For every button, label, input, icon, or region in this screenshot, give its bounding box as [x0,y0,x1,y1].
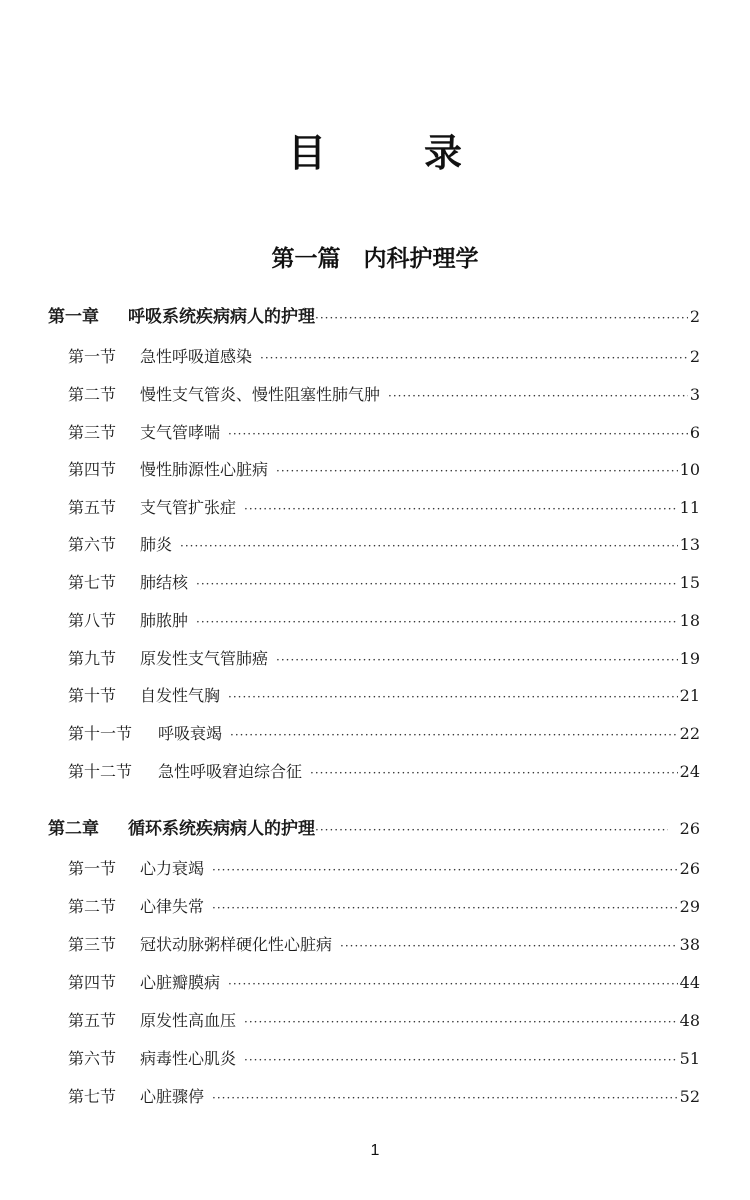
dot-leader [212,857,678,883]
section-entry[interactable] [68,1084,700,1110]
page-number: 52 [679,1087,700,1106]
section-number: 第四节 [68,460,117,479]
section-entry[interactable] [68,1046,700,1072]
chapter-entry[interactable] [48,304,700,330]
section-number: 第十二节 [68,762,133,781]
page-number: 10 [679,460,700,479]
section-entry[interactable] [68,382,700,408]
page-number: 15 [679,573,700,592]
section-label: 心脏骤停 [140,1087,205,1106]
section-entry[interactable] [68,420,700,446]
page-number: 6 [689,423,700,442]
chapter-number: 第一章 [48,307,99,327]
section-entry[interactable] [68,646,700,672]
section-number: 第六节 [68,1049,117,1068]
section-label: 原发性支气管肺癌 [140,649,269,668]
dot-leader [212,1085,678,1111]
section-entry[interactable] [68,608,700,634]
section-entry[interactable] [68,932,700,958]
dot-leader [228,684,678,710]
page-number: 26 [679,859,700,878]
chapter-label: 呼吸系统疾病病人的护理 [128,307,315,327]
section-label: 心律失常 [140,897,205,916]
section-entry[interactable] [68,532,700,558]
section-number: 第三节 [68,935,117,954]
section-number: 第二节 [68,385,117,404]
section-label: 肺炎 [140,535,173,554]
page-number: 21 [679,686,700,705]
section-number: 第三节 [68,423,117,442]
dot-leader [230,722,678,748]
page-number: 24 [679,762,700,781]
page-number: 11 [679,498,700,517]
section-label: 肺脓肿 [140,611,189,630]
section-entry[interactable] [68,721,700,747]
section-number: 第一节 [68,347,117,366]
dot-leader [315,817,668,843]
section-label: 慢性支气管炎、慢性阻塞性肺气肿 [140,385,381,404]
section-label: 原发性高血压 [140,1011,237,1030]
section-entry[interactable] [68,457,700,483]
section-label: 慢性肺源性心脏病 [140,460,269,479]
page-number: 44 [679,973,700,992]
section-label: 自发性气胸 [140,686,221,705]
section-number: 第六节 [68,535,117,554]
section-label: 呼吸衰竭 [158,724,223,743]
section-number: 第十节 [68,686,117,705]
dot-leader [228,971,678,997]
dot-leader [228,421,688,447]
section-number: 第七节 [68,1087,117,1106]
section-label: 心脏瓣膜病 [140,973,221,992]
dot-leader [315,305,688,331]
page-number: 2 [689,347,700,366]
dot-leader [340,933,678,959]
dot-leader [196,609,678,635]
section-number: 第五节 [68,1011,117,1030]
dot-leader [244,1047,678,1073]
section-number: 第五节 [68,498,117,517]
section-entry[interactable] [68,759,700,785]
section-entry[interactable] [68,495,700,521]
section-number: 第七节 [68,573,117,592]
dot-leader [276,458,678,484]
dot-leader [244,496,678,522]
page-number: 19 [679,649,700,668]
page-number: 2 [689,307,700,326]
section-number: 第一节 [68,859,117,878]
dot-leader [310,760,678,786]
section-entry[interactable] [68,570,700,596]
page-number: 22 [679,724,700,743]
chapter-entry[interactable] [48,816,700,842]
chapter-label: 循环系统疾病病人的护理 [128,819,315,839]
page-number: 38 [679,935,700,954]
section-label: 支气管哮喘 [140,423,221,442]
section-number: 第二节 [68,897,117,916]
page-number: 51 [679,1049,700,1068]
folio-page-number: 1 [370,1142,380,1159]
section-entry[interactable] [68,856,700,882]
section-label: 急性呼吸道感染 [140,347,253,366]
section-entry[interactable] [68,894,700,920]
dot-leader [180,533,678,559]
toc-title: 目 录 [287,130,492,175]
dot-leader [260,345,688,371]
section-label: 病毒性心肌炎 [140,1049,237,1068]
section-entry[interactable] [68,683,700,709]
section-label: 心力衰竭 [140,859,205,878]
section-label: 冠状动脉粥样硬化性心脏病 [140,935,333,954]
section-entry[interactable] [68,970,700,996]
section-number: 第九节 [68,649,117,668]
section-label: 支气管扩张症 [140,498,237,517]
section-number: 第十一节 [68,724,133,743]
chapter-number: 第二章 [48,819,99,839]
section-label: 急性呼吸窘迫综合征 [158,762,303,781]
section-number: 第四节 [68,973,117,992]
page-number: 3 [689,385,700,404]
page-number: 48 [679,1011,700,1030]
page-number: 29 [679,897,700,916]
page-number: 18 [679,611,700,630]
dot-leader [212,895,678,921]
section-entry[interactable] [68,344,700,370]
section-label: 肺结核 [140,573,189,592]
dot-leader [276,647,678,673]
dot-leader [244,1009,678,1035]
dot-leader [388,383,688,409]
section-number: 第八节 [68,611,117,630]
part-title: 第一篇 内科护理学 [271,246,479,272]
page-number: 13 [679,535,700,554]
section-entry[interactable] [68,1008,700,1034]
dot-leader [196,571,678,597]
page-number: 26 [679,819,700,838]
